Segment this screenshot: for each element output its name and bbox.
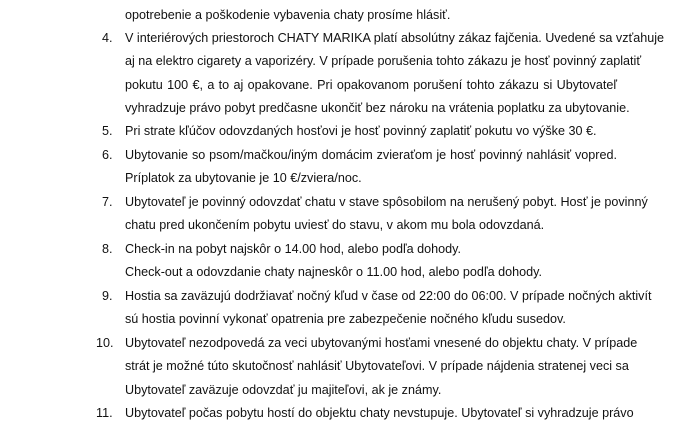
item-number-8: 8. (102, 242, 113, 256)
item-number-5: 5. (102, 124, 113, 138)
item-7-line-1: Ubytovateľ je povinný odovzdať chatu v stave spôsobilom na nerušený pobyt. Hosť je povinný (125, 195, 648, 209)
item-6-line-2: Príplatok za ubytovanie je 10 €/zviera/noc. (125, 171, 362, 185)
item-3-line-1: opotrebenie a poškodenie vybavenia chaty prosíme hlásiť. (125, 8, 451, 22)
item-number-4: 4. (102, 31, 113, 45)
item-10-line-3: Ubytovateľ zaväzuje odovzdať ju majiteľovi, ak je známy. (125, 383, 442, 397)
item-8-line-2: Check-out a odovzdanie chaty najneskôr o 11.00 hod, alebo podľa dohody. (125, 265, 542, 279)
item-4-line-1: V interiérových priestoroch CHATY MARIKA platí absolútny zákaz fajčenia. Uvedené sa vzťahuje (125, 31, 665, 45)
item-9-line-2: sú hostia povinní vykonať opatrenia pre zabezpečenie nočného kľudu susedov. (125, 312, 566, 326)
item-number-9: 9. (102, 289, 113, 303)
item-10-line-1: Ubytovateľ nezodpovedá za veci ubytovanými hosťami vnesené do objektu chaty. V prípade (125, 336, 638, 350)
item-11-line-1: Ubytovateľ počas pobytu hostí do objektu chaty nevstupuje. Ubytovateľ si vyhradzuje právo (125, 406, 634, 420)
item-number-11: 11. (96, 406, 113, 420)
item-4-line-2: aj na elektro cigarety a vaporizéry. V prípade porušenia tohto zákazu je hosť povinný zaplatiť (125, 54, 642, 68)
item-4-line-4: vyhradzuje právo pobyt predčasne ukončiť bez nároku na vrátenia poplatku za ubytovanie. (125, 101, 630, 115)
item-number-7: 7. (102, 195, 113, 209)
item-number-10: 10. (96, 336, 114, 350)
item-number-6: 6. (102, 148, 113, 162)
item-4-line-3: pokutu 100 €, a to aj opakovane. Pri opakovanom porušení tohto zákazu si Ubytovateľ (125, 78, 617, 92)
item-9-line-1: Hostia sa zaväzujú dodržiavať nočný kľud v čase od 22:00 do 06:00. V prípade nočných aktivít (125, 289, 652, 303)
item-7-line-2: chatu pred ukončením pobytu uviesť do stavu, v akom mu bola odovzdaná. (125, 218, 545, 232)
item-6-line-1: Ubytovanie so psom/mačkou/iným domácim zvieraťom je hosť povinný nahlásiť vopred. (125, 148, 617, 162)
item-8-line-1: Check-in na pobyt najskôr o 14.00 hod, alebo podľa dohody. (125, 242, 462, 256)
item-10-line-2: strát je možné túto skutočnosť nahlásiť Ubytovateľovi. V prípade nájdenia stratenej veci sa (125, 359, 629, 373)
item-5-line-1: Pri strate kľúčov odovzdaných hosťovi je hosť povinný zaplatiť pokutu vo výške 30 €. (125, 124, 597, 138)
